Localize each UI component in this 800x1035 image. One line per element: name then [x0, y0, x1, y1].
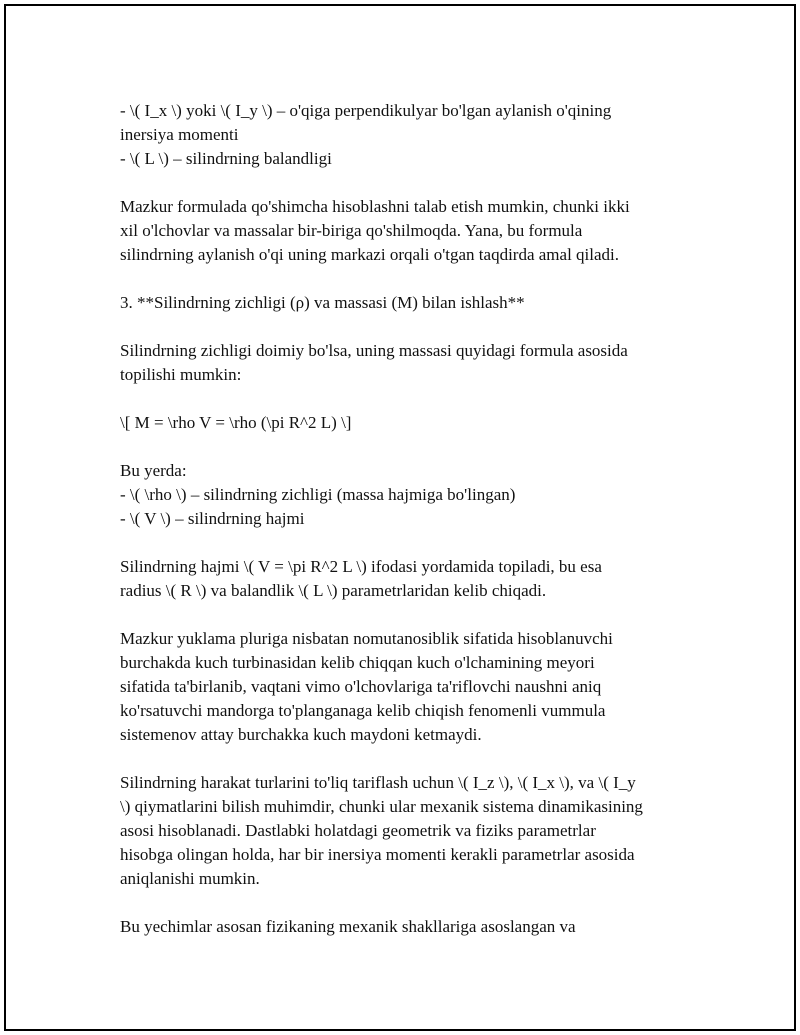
text-line: - \( V \) – silindrning hajmi [120, 509, 305, 528]
paragraph-volume [120, 555, 700, 603]
text-line: silindrning aylanish o'qi uning markazi orqali o'tgan taqdirda amal qiladi. [120, 245, 620, 264]
paragraph-load [120, 627, 700, 747]
text-line: Silindrning harakat turlarini to'liq tariflash uchun \( I_z \), \( I_x \), va \( I_y [120, 773, 636, 792]
text-line: inersiya momenti [120, 125, 239, 144]
text-line: topilishi mumkin: [120, 365, 242, 384]
paragraph-definitions-1 [120, 99, 700, 171]
paragraph-gap [120, 267, 700, 291]
text-line: burchakda kuch turbinasidan kelib chiqqan kuch o'lchamining meyori [120, 653, 595, 672]
paragraph-gap [120, 531, 700, 555]
text-line: - \( I_x \) yoki \( I_y \) – o'qiga perpendikulyar bo'lgan aylanish o'qining [120, 101, 612, 120]
mass-formula: \[ M = \rho V = \rho (\pi R^2 L) \] [120, 413, 352, 432]
paragraph-gap [120, 891, 700, 915]
paragraph-motion [120, 771, 700, 891]
text-line: Bu yechimlar asosan fizikaning mexanik shakllariga asoslangan va [120, 917, 576, 936]
paragraph-gap [120, 603, 700, 627]
paragraph-formula-note [120, 195, 700, 267]
text-line: \) qiymatlarini bilish muhimdir, chunki ular mexanik sistema dinamikasining [120, 797, 643, 816]
text-line: sifatida ta'birlanib, vaqtani vimo o'lchovlariga ta'riflovchi naushni aniq [120, 677, 602, 696]
text-line: Mazkur yuklama pluriga nisbatan nomutanosiblik sifatida hisoblanuvchi [120, 629, 613, 648]
document-body [120, 99, 700, 939]
text-line: - \( L \) – silindrning balandligi [120, 149, 332, 168]
text-line: radius \( R \) va balandlik \( L \) parametrlaridan kelib chiqadi. [120, 581, 547, 600]
page-frame [4, 4, 796, 1031]
text-line: Mazkur formulada qo'shimcha hisoblashni talab etish mumkin, chunki ikki [120, 197, 630, 216]
text-line: Silindrning hajmi \( V = \pi R^2 L \) ifodasi yordamida topiladi, bu esa [120, 557, 602, 576]
text-line: aniqlanishi mumkin. [120, 869, 260, 888]
paragraph-density-intro [120, 339, 700, 387]
paragraph-gap [120, 387, 700, 411]
paragraph-definitions-2 [120, 459, 700, 531]
text-line: asosi hisoblanadi. Dastlabki holatdagi geometrik va fiziks parametrlar [120, 821, 596, 840]
text-line: hisobga olingan holda, har bir inersiya momenti kerakli parametrlar asosida [120, 845, 635, 864]
paragraph-gap [120, 435, 700, 459]
paragraph-gap [120, 315, 700, 339]
text-line: ko'rsatuvchi mandorga to'planganaga kelib chiqish fenomenli vummula [120, 701, 606, 720]
text-line: sistemenov attay burchakka kuch maydoni ketmaydi. [120, 725, 482, 744]
paragraph-gap [120, 171, 700, 195]
text-line: Bu yerda: [120, 461, 187, 480]
text-line: - \( \rho \) – silindrning zichligi (massa hajmiga bo'lingan) [120, 485, 516, 504]
section-heading: 3. **Silindrning zichligi (ρ) va massasi (M) bilan ishlash** [120, 293, 525, 312]
paragraph-gap [120, 747, 700, 771]
paragraph-closing [120, 915, 700, 939]
text-line: Silindrning zichligi doimiy bo'lsa, uning massasi quyidagi formula asosida [120, 341, 628, 360]
text-line: xil o'lchovlar va massalar bir-biriga qo'shilmoqda. Yana, bu formula [120, 221, 583, 240]
